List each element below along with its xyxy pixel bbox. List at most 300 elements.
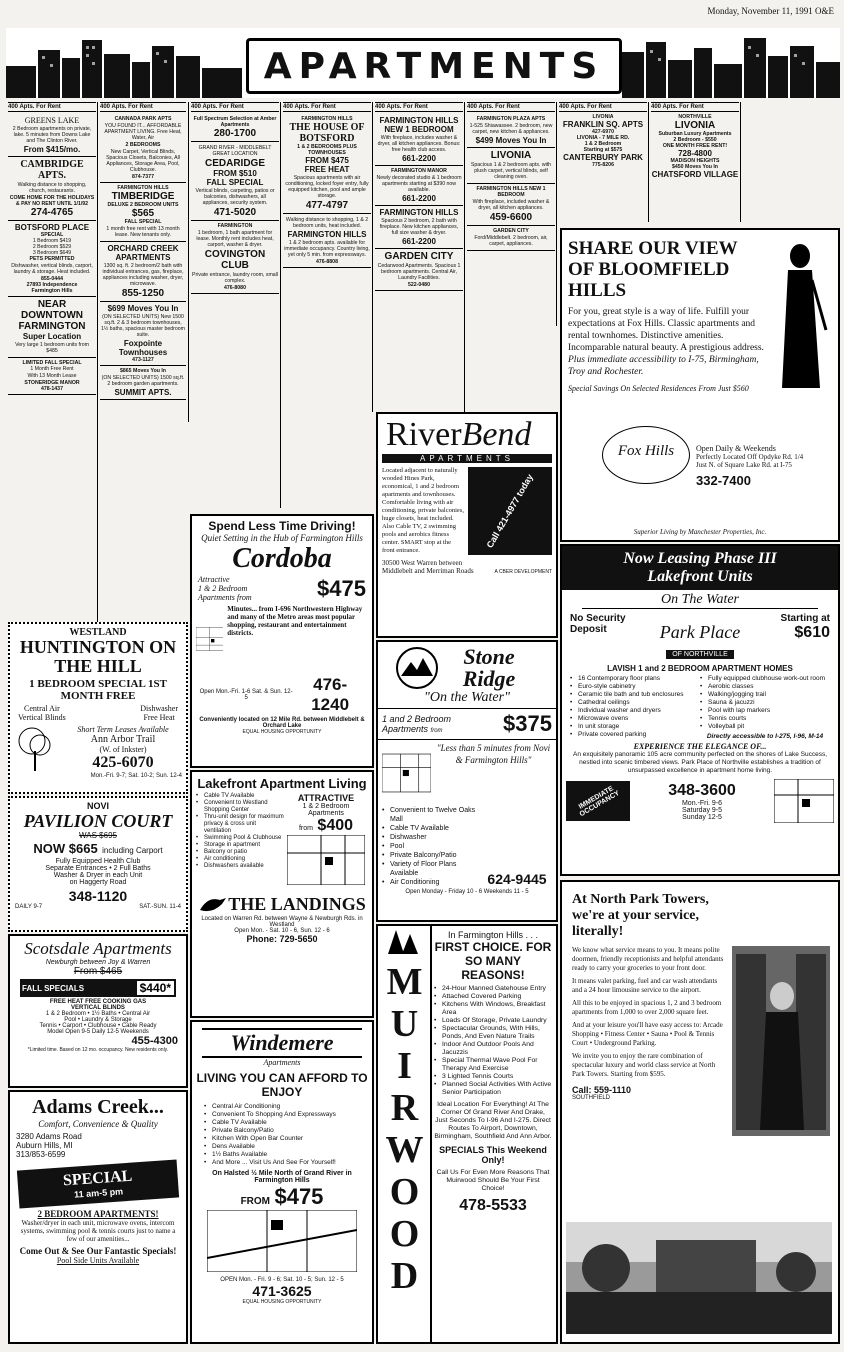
- ad-name: MUIRWOOD: [383, 961, 426, 1297]
- ad-line: Tennis • Carport • Clubhouse • Cable Ready: [39, 1023, 157, 1029]
- feature-item: • Air Conditioning: [382, 878, 482, 887]
- feature-item: • Pool: [382, 842, 482, 851]
- ad-special-price: $440*: [137, 981, 174, 995]
- listing-title: CANTERBURY PARK: [563, 153, 643, 162]
- building-photo: [566, 1222, 832, 1334]
- listing-title: THE HOUSE OF BOTSFORD: [289, 122, 365, 144]
- ad-line: 1 & 2 Bedroom • 1½ Baths • Central Air: [45, 1011, 151, 1017]
- feature-item: • Cable TV Available: [196, 793, 284, 800]
- ad-time: 11 am-5 pm: [73, 1186, 124, 1200]
- listing-title: SUMMIT APTS.: [114, 388, 172, 397]
- ad-price: $475: [317, 576, 366, 601]
- ad-body: [10, 725, 186, 773]
- ad-street: Ann Arbor Trail: [90, 734, 156, 745]
- ad-rooms: 1 & 2 Bedroom Apartments: [302, 803, 350, 817]
- ad-special-banner: [20, 979, 176, 997]
- ad-hours: Sunday 12-5: [682, 813, 722, 821]
- ad-paragraph: We invite you to enjoy the rare combination of spectacular luxury and world class service at North Park Towers. Starting from $595.: [572, 1052, 716, 1078]
- ad-phone: 332-7400: [696, 473, 751, 488]
- feature-item: Dishwasher: [140, 704, 178, 713]
- listing-phone: 661-2200: [402, 154, 436, 163]
- ad-cross: (W. of Inkster): [99, 745, 147, 754]
- ad-directions: Directly accessible to I-275, I-96, M-14: [706, 733, 824, 740]
- listing-phone: 476-8080: [224, 285, 246, 291]
- ad-tagline: Comfort, Convenience & Quality: [38, 1119, 158, 1129]
- listing-title: CEDARIDGE: [204, 158, 265, 169]
- ad-plus: Plus immediate accessibility to I-75, Birmingham, Troy and Rochester.: [568, 355, 759, 377]
- ad-address: Auburn Hills, MI: [16, 1141, 73, 1150]
- feature-item: • Convenient to Twelve Oaks Mall: [382, 806, 482, 824]
- ad-line: on Haggerty Road: [69, 879, 127, 886]
- column-rule: [372, 102, 373, 412]
- listing-phone: 476-8808: [316, 259, 338, 265]
- listing: FARMINGTON HILLS TIMBERIDGE DELUXE 2 BEDROOM UNITS $565 FALL SPECIAL 1 month free rent with 13 month lease. New tenants only.: [100, 183, 186, 242]
- ad-park-place: [560, 544, 840, 876]
- feature-item: • Private Balcony/Patio: [204, 1127, 360, 1135]
- listing-phone: 522-0480: [408, 282, 430, 288]
- listing-title: Full Spectrum Selection at Amber Apartments: [193, 116, 277, 128]
- feature-item: • Air conditioning: [196, 856, 284, 863]
- ad-logo-seal: [602, 426, 690, 484]
- listing-text: 1 & 2 Bedroom: [584, 141, 622, 147]
- feature-item: • Variety of Floor Plans Available: [382, 860, 482, 878]
- listing-phone: 427-6970: [592, 129, 614, 135]
- listing-title: BOTSFORD PLACE: [14, 223, 90, 232]
- classified-column-7: [559, 102, 647, 222]
- bird-icon: [198, 892, 228, 916]
- ad-body: For you, great style is a way of life. Fulfill your expectations at Fox Hills. Classic apartments and rental townhomes. Distinctive amenities. Incomparable natural beauty. A prestigious address.: [568, 307, 764, 353]
- ad-paragraph: We know what service means to you. It means polite doormen, friendly receptionists and helpful attendants ready to carry your groceries to your front door.: [572, 946, 724, 972]
- listing: FARMINGTON HILLS THE HOUSE OF BOTSFORD 1 & 2 BEDROOMS PLUS TOWNHOUSES FROM $475 FREE HEAT Spacious apartments with air conditioning, locked foyer entry, fully equipped kitchen, pool and ample storage. 477-4797: [283, 114, 371, 214]
- ad-manager: Superior Living by Manchester Properties, Inc.: [633, 528, 767, 536]
- feature-item: • Volleyball pit: [700, 723, 830, 731]
- feature-item: • Central Air Conditioning: [204, 1103, 360, 1111]
- ad-logo: Fox Hills: [617, 443, 675, 459]
- listing: FARMINGTON MANOR Newly decorated studio & 1 bedroom apartments starting at $390 now available. 661-2200: [375, 166, 463, 206]
- ad-hours: Mon.-Fri. 9-7; Sat. 10-2; Sun. 12-4: [90, 773, 182, 779]
- ad-features: [10, 704, 186, 722]
- feature-list: [434, 985, 552, 1097]
- ad-hours: Saturday 9-5: [681, 806, 723, 814]
- column-rule: [188, 102, 189, 422]
- ad-specials: SPECIALS This Weekend Only!: [439, 1145, 547, 1165]
- location-map: [382, 742, 431, 804]
- ad-from: from: [298, 825, 313, 832]
- feature-list: [382, 806, 482, 887]
- location-map: [207, 1210, 357, 1272]
- feature-item: • Fully equipped clubhouse work-out room: [700, 675, 830, 683]
- listing-text: FARMINGTON HILLS: [117, 185, 169, 191]
- classified-column-5: [375, 102, 463, 412]
- ad-price: $400: [317, 817, 354, 834]
- feature-item: • Private Balcony/Patio: [382, 851, 482, 860]
- listing-text: 2 BEDROOMS: [125, 142, 161, 148]
- ad-name-part: River: [386, 416, 462, 453]
- column-heading: 400 Apts. For Rent: [8, 102, 96, 112]
- ad-special: SPECIAL: [62, 1167, 133, 1190]
- listing: NEAR DOWNTOWN FARMINGTON Super Location Very large 1 bedroom units from $485: [8, 297, 96, 358]
- ad-phone: Phone: 729-5650: [246, 934, 318, 944]
- listing: Walking distance to shopping, 1 & 2 bedroom units, heat included. FARMINGTON HILLS 1 & 2 bedroom apts. available for immediate occupancy. Country living, yet only 5 min. from expressways. 476-8808: [283, 214, 371, 268]
- listing-price: $499 Moves You In: [475, 136, 547, 145]
- ad-headline: Spend Less Time Driving!: [208, 519, 356, 533]
- page-folio: Monday, November 11, 1991 O&E: [707, 6, 834, 16]
- ad-apartments: Apartments: [382, 724, 429, 734]
- listing-text: FALL SPECIAL: [124, 219, 162, 225]
- ad-name-part: Bend: [461, 416, 532, 453]
- listing-phone: 280-1700: [213, 128, 257, 139]
- listing-text: Farmington Hills: [31, 288, 73, 294]
- ad-ideal: Ideal Location For Everything! At The Corner Of Grand River And Drake, Just Seconds To I-96 And I-275. Direct Routes To Airport, Downtown, Birmingham, Southfield And Ann Arbor.: [434, 1101, 552, 1140]
- listing: [191, 114, 279, 142]
- ad-paragraph: It means valet parking, fuel and car wash attendants and a 24 hour limousine service to the airport.: [572, 977, 718, 994]
- feature-item: Central Air: [24, 704, 60, 713]
- feature-item: • 1½ Baths Available: [204, 1151, 360, 1159]
- feature-item: • And More ... Visit Us And See For Yourself!: [204, 1159, 360, 1167]
- feature-item: • Spectacular Grounds, With Hills, Ponds, And Even Nature Trails: [434, 1025, 552, 1041]
- ad-address: 3280 Adams Road: [16, 1132, 82, 1141]
- listing-text: 27893 Independence: [26, 282, 78, 288]
- listing-title: $699 Moves You In: [107, 304, 179, 313]
- column-heading: 400 Apts. For Rent: [100, 102, 186, 112]
- feature-item: • Individual washer and dryers: [570, 707, 700, 715]
- ad-pool: Pool Side Units Available: [56, 1256, 140, 1265]
- ad-city: NOVI: [86, 801, 109, 811]
- listing-phone: 855-0444: [41, 276, 63, 282]
- ad-phone: Call 421-4977 today: [485, 472, 536, 550]
- ad-location: Just N. of Square Lake Rd. at I-75: [696, 461, 792, 469]
- classified-column-4: [283, 102, 371, 508]
- listing-phone: 728-4800: [678, 149, 712, 158]
- ad-stone-ridge: [376, 640, 558, 922]
- ad-hours: Open Mon. - Sat. 10 - 6, Sun. 12 - 6: [234, 928, 330, 934]
- ad-name: Adams Creek...: [32, 1096, 164, 1118]
- ad-from: from: [430, 728, 443, 734]
- listing-phone: 874-7377: [132, 174, 154, 180]
- listing-phone: 459-6600: [489, 212, 533, 223]
- ad-headline: LIVING YOU CAN AFFORD TO ENJOY: [196, 1071, 368, 1099]
- ad-name: Scotsdale Apartments: [24, 939, 172, 958]
- listing-title: NEAR DOWNTOWN FARMINGTON: [18, 299, 86, 332]
- listing-text: ONE MONTH FREE RENT!: [662, 143, 728, 149]
- listing-price: FROM $510: [213, 169, 257, 178]
- column-heading: 400 Apts. For Rent: [559, 102, 647, 112]
- listing-text: 1 & 2 BEDROOMS PLUS TOWNHOUSES: [297, 144, 357, 156]
- tree-illustration: [10, 725, 60, 773]
- ad-from: FROM: [240, 1196, 271, 1207]
- ad-sub: Apartments: [263, 1058, 301, 1067]
- listing-phone: 274-4765: [30, 207, 74, 218]
- listing-title: CAMBRIDGE APTS.: [20, 159, 84, 181]
- column-rule: [97, 102, 98, 622]
- feature-item: • 3 Lighted Tennis Courts: [434, 1073, 552, 1081]
- listing-text: DELUXE 2 BEDROOM UNITS: [107, 202, 179, 208]
- ad-paragraph: And at your leisure you'll have easy access to: Arcade Shopping • Fitness Center • Sauna • Pool & Tennis Court • Underground Parking.: [572, 1021, 723, 1047]
- feature-item: • Loads Of Storage, Private Laundry: [434, 1017, 552, 1025]
- ad-located: Conveniently located on 12 Mile Rd. between Middlebelt & Orchard Lake: [199, 717, 365, 729]
- ad-logo: Park Place: [659, 622, 741, 642]
- ad-now-price: NOW $665: [33, 841, 98, 856]
- ad-title: SHARE OUR VIEW: [568, 238, 738, 259]
- listing-price: From $415/mo.: [23, 145, 81, 154]
- ad-name: HUNTINGTON ON THE HILL: [19, 637, 177, 676]
- ad-huntington: [8, 622, 188, 794]
- ad-phone: 313/853-6599: [16, 1150, 66, 1159]
- ad-phone: 348-1120: [68, 888, 128, 904]
- banner-title: APARTMENTS: [246, 38, 622, 94]
- ad-lavish: LAVISH 1 and 2 BEDROOM APARTMENT HOMES: [607, 664, 793, 673]
- ad-phone: 478-5533: [459, 1197, 527, 1214]
- listing: ORCHARD CREEK APARTMENTS 1300 sq. ft. 2 bedroom/2 bath with individual entrances, gas, fireplace, appliances including washer, dryer, microwave. 855-1250: [100, 242, 186, 302]
- listing-title: FRANKLIN SQ. APTS: [562, 120, 644, 129]
- ad-body: Located adjacent to naturally wooded Hines Park, economical, 1 and 2 bedroom apartments and townhouses. Comfortable living with air conditioning, private balconies, huge closets, heat included. Also Cable TV, 2 swimming pools and aerobics fitness center. SMART stop at the front entrance.: [382, 467, 464, 554]
- stone-ridge-logo: [395, 646, 439, 690]
- ad-title: OF BLOOMFIELD HILLS: [568, 259, 730, 301]
- listing-price: 2 Bedroom - $550: [673, 137, 717, 143]
- feature-item: Vertical Blinds: [18, 713, 66, 722]
- feature-list: [700, 675, 830, 731]
- ad-cordoba: [190, 514, 374, 768]
- ad-cta: Come Out & See Our Fantastic Specials!: [19, 1246, 177, 1256]
- column-heading: 400 Apts. For Rent: [467, 102, 555, 112]
- classified-column-6: [467, 102, 555, 326]
- classified-column-1: [8, 102, 96, 622]
- ad-from-price: From $465: [73, 966, 123, 977]
- listing: GARDEN CITY Ford/Middlebelt. 2 bedroom, air, carpet, appliances.: [467, 226, 555, 251]
- ad-tag: "On the Water": [424, 690, 510, 705]
- ad-paragraph: All this to be enjoyed in spacious 1, 2 and 3 bedroom apartments from 1,000 to over 2,000 square feet.: [572, 999, 722, 1016]
- feature-item: • Dens Available: [204, 1143, 360, 1151]
- listing: CAMBRIDGE APTS. Walking distance to shopping, church, restaurants. COME HOME FOR THE HOLIDAYS & PAY NO RENT UNTIL 1/1/92 274-4765: [8, 157, 96, 221]
- listing: LIVONIA Spacious 1 & 2 bedroom apts. with plush carpet, vertical blinds, self cleaning oven.: [467, 148, 555, 184]
- ad-heading: 2 BEDROOM APARTMENTS!: [37, 1209, 159, 1219]
- listing-title: GARDEN CITY: [384, 251, 454, 262]
- ad-minutes: Minutes... from I-696 Northwestern Highway and many of the Metro areas most popular shopping, restaurant and entertainment districts.: [227, 605, 363, 637]
- ad-was-price: WAS $695: [79, 831, 117, 840]
- ad-location: Located on Warren Rd. between Wayne & Newburgh Rds. in Westland: [201, 916, 363, 928]
- listing: $865 Moves You In (ON SELECTED UNITS) 1500 sq.ft. 2 bedroom garden apartments. SUMMIT APTS.: [100, 366, 186, 400]
- listing-title: FARMINGTON PLAZA APTS: [476, 116, 546, 122]
- tree-icon: [378, 926, 430, 956]
- ad-logo-sub: OF NORTHVILLE: [666, 650, 734, 659]
- ad-location: Perfectly Located Off Opdyke Rd. 1/4: [696, 453, 804, 461]
- ad-equal: EQUAL HOUSING OPPORTUNITY: [242, 729, 322, 735]
- ad-no-security: No Security Deposit: [570, 613, 626, 635]
- feature-item: • 24-Hour Manned Gatehouse Entry: [434, 985, 552, 993]
- ad-price: $610: [794, 624, 830, 641]
- ad-line: Separate Entrances • 2 Full Baths: [45, 865, 151, 872]
- classified-column-3: [191, 102, 279, 422]
- column-rule: [280, 102, 281, 508]
- listing-text: PETS PERMITTED: [29, 256, 75, 262]
- listing-phone: 661-2200: [402, 194, 436, 203]
- feature-item: • Convenient To Shopping And Expressways: [204, 1111, 360, 1119]
- column-heading: 400 Apts. For Rent: [191, 102, 279, 112]
- listing-text: Super Location: [22, 332, 82, 341]
- feature-item: • Dishwashers available: [196, 863, 284, 870]
- feature-item: • Pool with lap markers: [700, 707, 830, 715]
- listing: FARMINGTON HILLS NEW 1 BEDROOM With fireplace, included washer & dryer, all kitchen appliances. 459-6600: [467, 184, 555, 226]
- ad-price: $475: [274, 1184, 324, 1209]
- classified-column-2: [100, 102, 186, 622]
- listing: FARMINGTON HILLS NEW 1 BEDROOM With fireplace, includes washer & dryer, all kitchen appliances. Bonus: free health club access. 661-2200: [375, 114, 463, 166]
- ad-hours: OPEN Mon. - Fri. 9 - 6; Sat. 10 - 5; Sun. 12 - 5: [220, 1277, 344, 1283]
- ad-sat: SAT.-SUN. 11-4: [139, 904, 181, 910]
- listing-title: LIVONIA: [592, 114, 614, 120]
- ad-line: VERTICAL BLINDS: [71, 1005, 125, 1011]
- listing-title: LIVONIA: [674, 120, 716, 131]
- ad-headline: Now Leasing Phase III: [623, 550, 777, 567]
- listing-text: 1 Bedroom $419: [32, 238, 72, 244]
- column-rule: [648, 102, 649, 222]
- ad-line: Fully Equipped Health Club: [55, 858, 141, 865]
- listing: GRAND RIVER - MIDDLEBELT GREAT LOCATION CEDARIDGE FROM $510 FALL SPECIAL Vertical blinds, carpeting, patios or balconies, dishwashers, all appliances, security system. 471-5020: [191, 142, 279, 221]
- ad-hours: Model Open 9-5 Daily 12-5 Weekends: [47, 1029, 149, 1035]
- feature-item: • Cathedral ceilings: [570, 699, 700, 707]
- ad-phone: 348-3600: [668, 781, 736, 799]
- feature-item: • Ceramic tile bath and tub enclosures: [570, 691, 700, 699]
- ad-apartments: Apartments from: [198, 593, 252, 602]
- feature-list: [196, 793, 284, 890]
- feature-item: • 16 Contemporary floor plans: [570, 675, 700, 683]
- column-heading: 400 Apts. For Rent: [375, 102, 463, 112]
- ad-body: Washer/dryer in each unit, microwave ovens, intercom systems, swimming pool & tennis courts just to name a few of our amenities...: [20, 1219, 176, 1243]
- ad-sub: Quiet Setting in the Hub of Farmington Hills: [201, 533, 363, 543]
- listing-title: CANNADA PARK APTS: [114, 116, 172, 122]
- ad-headline: FIRST CHOICE. FOR SO MANY REASONS!: [434, 940, 552, 982]
- location-map: [774, 779, 834, 823]
- ad-location: On Halsted ½ Mile North of Grand River in Farmington Hills: [212, 1170, 352, 1184]
- ad-developer: A CBER DEVELOPMENT: [494, 569, 552, 575]
- listing-title: LIMITED FALL SPECIAL: [22, 360, 82, 366]
- listing-title: COVINGTON CLUB: [204, 249, 266, 271]
- listing-phone: 855-1250: [121, 288, 165, 299]
- ad-location: Newburgh between Joy & Warren: [45, 959, 151, 966]
- feature-item: • Kitchens With Windows, Breakfast Area: [434, 1001, 552, 1017]
- listing-text: FREE HEAT: [304, 165, 350, 174]
- listing-title: FARMINGTON MANOR: [391, 168, 447, 174]
- ad-phone: 471-3625: [252, 1283, 312, 1299]
- ad-phone: 624-9445: [487, 871, 547, 887]
- listing-price: $450 Moves You In: [672, 164, 718, 170]
- listing-text: 3 Bedroom $649: [32, 250, 72, 256]
- ad-scotsdale: [8, 934, 188, 1088]
- ad-name: PAVILION COURT: [23, 811, 173, 831]
- column-rule: [556, 102, 557, 326]
- listing-text: SPECIAL: [40, 232, 64, 238]
- ad-price: $375: [503, 711, 552, 736]
- ad-special: 1 BEDROOM SPECIAL 1ST MONTH FREE: [29, 678, 167, 702]
- listing: GARDEN CITY Cedarwood Apartments. Spacious 1 bedroom apartments. Central Air, Laundry Facilities. 522-0480: [375, 249, 463, 291]
- listing-title: FARMINGTON HILLS NEW 1 BEDROOM: [379, 116, 459, 134]
- ad-phone: 425-6070: [92, 754, 154, 771]
- ad-phone: 455-4300: [131, 1035, 178, 1047]
- listing-phone: 473-1127: [132, 357, 154, 363]
- column-heading: 400 Apts. For Rent: [651, 102, 739, 112]
- listing-title: ORCHARD CREEK APARTMENTS: [107, 244, 179, 262]
- ad-city: WESTLAND: [69, 627, 127, 638]
- ad-hours: Open Monday - Friday 10 - 6 Weekends 11 - 5: [405, 889, 529, 895]
- listing-title: LIVONIA: [490, 150, 532, 161]
- listing-title: CHATSFORD VILLAGE: [651, 170, 739, 179]
- ad-rooms: 1 & 2 Bedroom: [198, 584, 248, 593]
- listing-title: FARMINGTON: [217, 223, 253, 229]
- feature-item: • Convenient to Westland Shopping Center: [196, 800, 284, 814]
- feature-item: • In unit storage: [570, 723, 700, 731]
- ad-landings: [190, 770, 374, 1018]
- ad-city: SOUTHFIELD: [572, 1095, 611, 1101]
- listing-title: GARDEN CITY: [493, 228, 529, 234]
- listing-title: FARMINGTON HILLS: [301, 116, 353, 122]
- ad-attractive: ATTRACTIVE: [297, 793, 355, 803]
- feature-list: [570, 675, 700, 740]
- ad-equal: EQUAL HOUSING OPPORTUNITY: [242, 1299, 322, 1305]
- ad-line: FREE HEAT FREE COOKING GAS: [49, 999, 147, 1005]
- ad-attractive: Attractive: [198, 575, 230, 584]
- listing-title: FARMINGTON HILLS NEW 1 BEDROOM: [476, 186, 546, 198]
- listing-text: STONERIDGE MANOR: [24, 380, 80, 386]
- listing-phone: 477-4797: [305, 200, 349, 211]
- feature-item: • Attached Covered Parking: [434, 993, 552, 1001]
- feature-item: • Special Thermal Wave Pool For Therapy And Exercise: [434, 1057, 552, 1073]
- listing-title: NORTHVILLE: [678, 114, 712, 120]
- feature-item: • Cable TV Available: [382, 824, 482, 833]
- feature-item: • Aerobic classes: [700, 683, 830, 691]
- ad-windemere: [190, 1020, 374, 1344]
- listing: GREENS LAKE 2 Bedroom apartments on private, lake. 5 minutes from Downs Lake and The Clinton River. From $415/mo.: [8, 114, 96, 157]
- listing-title: GREENS LAKE: [24, 116, 80, 125]
- listing: FARMINGTON PLAZA APTS 1-525 Shiawassee. 2 bedroom, new carpet, new kitchen & appliances. $499 Moves You In: [467, 114, 555, 148]
- feature-item: • Tennis courts: [700, 715, 830, 723]
- feature-item: • Cable TV Available: [204, 1119, 360, 1127]
- ad-body: An exquisitely panoramic 105 acre community perfected on the shores of Lake Success, nestled into scenic timbered views. Park Place of Northville establishes a tradition of unsurpassed excellence in apartment home living.: [573, 751, 827, 774]
- feature-item: Free Heat: [143, 713, 175, 722]
- ad-days: DAILY 9-7: [15, 904, 43, 910]
- woman-illustration: [770, 240, 832, 390]
- ad-adams-creek: [8, 1090, 188, 1344]
- ad-muirwood: [376, 924, 558, 1344]
- ad-fall: FALL SPECIALS: [22, 983, 85, 993]
- listing-phone: 775-8206: [592, 162, 614, 168]
- ad-line: Pool • Laundry & Storage: [64, 1017, 132, 1023]
- listing-title: FARMINGTON HILLS: [287, 230, 367, 239]
- listing-phone: 471-5020: [213, 207, 257, 218]
- feature-item: • Storage in apartment: [196, 842, 284, 849]
- listing-price: FROM $475: [305, 156, 349, 165]
- doorman-photo: [732, 946, 830, 1136]
- ad-headline: Lakefront Units: [647, 568, 753, 585]
- ad-hours: Open Daily & Weekends: [696, 444, 776, 453]
- listing: FARMINGTON HILLS Spacious 2 bedroom, 2 bath with fireplace. New kitchen appliances, full size washer & dryer. 661-2200: [375, 206, 463, 249]
- listing-title: LIVONIA - 7 MILE RD.: [576, 135, 630, 141]
- feature-list: [192, 1103, 372, 1167]
- listing-title: $865 Moves You In: [120, 368, 166, 374]
- location-map: [287, 835, 365, 885]
- feature-item: • Thru-unit design for maximum privacy & cross unit ventilation: [196, 814, 284, 835]
- ad-address: 30500 West Warren between Middlebelt and Merriman Roads: [382, 559, 474, 575]
- listing-text: Suburban Luxury Apartments: [658, 131, 732, 137]
- listing-title: TIMBERIDGE: [111, 191, 175, 202]
- ad-note: *Limited time. Based on 12 mo. occupancy. New residents only.: [27, 1047, 169, 1053]
- ad-sub: APARTMENTS: [382, 454, 552, 463]
- ad-phone: 476-1240: [311, 675, 350, 714]
- listing-title: MADISON HEIGHTS: [670, 158, 720, 164]
- ad-north-park-towers: [560, 880, 840, 1344]
- classified-column-8: [651, 102, 739, 222]
- ad-name: THE LANDINGS: [228, 893, 366, 914]
- listing: LIMITED FALL SPECIAL 1 Month Free Rent With 13 Month Lease STONERIDGE MANOR 478-1437: [8, 358, 96, 395]
- ad-name: Cordoba: [232, 543, 332, 574]
